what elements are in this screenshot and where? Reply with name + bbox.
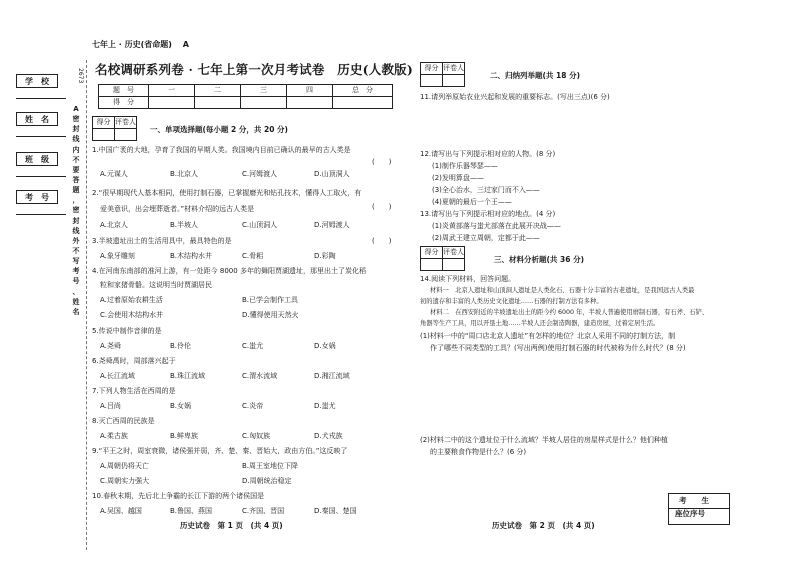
question-14-1: (1)材料一中的“周口店北京人遗址”有怎样的地位？北京人采用不同的打制方法，制 [420,332,676,340]
option: A.过着原始农耕生活 [100,296,163,304]
option: D.女娲 [314,342,336,350]
score-table [98,84,393,109]
material-1: 材料一 北京人遗址和山顶洞人遗址是人类化石、石器十分丰富的古老遗址，是我国远古人类最 [430,287,695,294]
scorer-cell [421,259,443,271]
option: C.山顶洞人 [242,221,278,229]
score-col-header: 三 [241,85,287,97]
option: B.女娲 [170,402,192,410]
page-footer-2: 历史试卷 第 2 页 (共 4 页) [492,521,595,530]
question-6: 6.尧舜禹时，周部落兴起于 [92,357,176,365]
school-field: 学 校 [16,74,58,88]
seat-number-box [668,493,730,525]
score-cell [195,97,241,109]
question-14: 14.阅读下列材料，回答问题。 [420,275,516,283]
score-col-header: 题 号 [99,85,149,97]
option: D.秦国、楚国 [314,507,357,515]
question-3: 3.半坡遗址出土的生活用具中，最具特色的是 [92,237,232,245]
question-2-cont: 爱美意识，出会埋葬逝者。”材料介绍的远古人类是 [100,205,255,213]
option: D.河姆渡人 [314,221,350,229]
option: A.吴国、越国 [100,507,142,515]
option: A.长江流域 [100,372,135,380]
material-1-cont: 初的遗存和丰富的人类历史文化遗址……石器的打制方法有多种。 [420,298,603,305]
class-line [16,176,66,177]
option: D.湘江流域 [314,372,350,380]
exam-no-field: 考 号 [16,190,58,204]
score-col-header: 二 [195,85,241,97]
question-13: 13.请写出与下列提示相对应的地点。(4 分) [420,210,556,218]
option: B.北京人 [170,170,199,178]
scorer-cell [443,75,465,87]
option: C.蚩尤 [242,342,264,350]
option: D.彩陶 [314,252,336,260]
question-14-1-cont: 作了哪些不同类型的工具？(写出两例)使用打制石器的时代被称为什么时代？(8 分) [430,344,686,352]
option: A.柔古族 [100,432,128,440]
option: B.鲁国、燕国 [170,507,213,515]
question-12-item: (2)发明算盘—— [432,174,484,182]
header-label: 七年上 · 历史(省命题) A [92,40,189,49]
seal-text: A 密 封 线 内 不 要 答 题 ， 密 封 线 外 不 写 考 号 、 姓 名 [72,105,80,316]
question-13-item: (1)炎黄部落与蚩尤部落在此展开决战—— [432,222,561,230]
scorer-score-label: 得分 [421,247,443,259]
scorer-grader-label: 评卷人 [115,117,137,129]
seat-label-2: 座位序号 [675,509,705,518]
name-line [16,136,66,137]
option: B.鲜卑族 [170,432,199,440]
exam-title: 名校调研系列卷 · 七年上第一次月考试卷 历史(人教版) [95,62,413,77]
side-code: 2673 [76,68,84,84]
score-cell [149,97,195,109]
school-line [16,98,66,99]
option: D.蚩尤 [314,402,336,410]
option: B.周王室地位下降 [242,462,299,470]
scorer-box [92,116,137,141]
question-9: 9.“平王之时，周室衰微，诸侯强并弱，齐、楚、秦、晋始大，政由方伯。”这反映了 [92,447,348,455]
name-field: 姓 名 [16,112,58,126]
score-cell [287,97,333,109]
question-1: 1.中国广袤的大地，孕育了我国的早期人类。我国境内目前已确认的最早的古人类是 [92,146,351,154]
page-footer-1: 历史试卷 第 1 页 (共 4 页) [180,521,283,530]
answer-paren: ( ) [372,158,392,166]
question-7: 7.下列人物生活在西周的是 [92,387,176,395]
option: A.元谋人 [100,170,128,178]
option: A.象牙雕刻 [100,252,135,260]
scorer-cell [93,129,115,141]
option: C.渭水流域 [242,372,278,380]
score-col-header: 四 [287,85,333,97]
question-13-item: (2)周武王建立周朝，定都于此—— [432,234,540,242]
option: B.木结构水井 [170,252,213,260]
option: B.半坡人 [170,221,199,229]
question-2: 2.“很早期现代人基本相同，使用打制石器，已掌握磨光和钻孔技术，懂得人工取火，有 [92,189,362,197]
scorer-grader-label: 评卷人 [443,63,465,75]
scorer-cell [421,75,443,87]
score-col-header: 一 [149,85,195,97]
question-12-item: (1)制作乐器琴瑟—— [432,162,498,170]
exam-no-line [16,214,66,215]
question-4: 4.在河南东南部的准河上游，有一处距今 8000 多年的舞阳贾湖遗址，那里出土了炭化稻 [92,267,366,275]
question-12-item: (4)夏朝的最后一个王—— [432,198,512,206]
option: C.炎帝 [242,402,264,410]
option: C.匈奴族 [242,432,271,440]
option: D.山顶洞人 [314,170,350,178]
question-14-2-cont: 的主要粮食作物是什么？(6 分) [430,448,527,456]
scorer-score-label: 得分 [93,117,115,129]
score-col-header: 总 分 [333,85,393,97]
question-12-item: (3)全心治水，三过家门而不入—— [432,186,540,194]
question-12: 12.请写出与下列提示相对应的人物。(8 分) [420,150,556,158]
score-cell [333,97,393,109]
section-2-title: 二、归纳列举题(共 18 分) [490,71,581,80]
option: C.周朝实力强大 [100,477,150,485]
material-2: 材料二 在西安附近的半坡遗址出土的距今约 6000 年，半坡人普遍使用磨制石器，有石斧、石铲、 [430,309,709,316]
option: C.河姆渡人 [242,170,278,178]
question-4-cont: 粒和家猪骨骼。这说明当时贾湖居民 [100,281,212,289]
scorer-box [420,246,465,271]
version-label: A [182,40,189,49]
seal-dashed-line [86,60,87,550]
section-1-title: 一、单项选择题(每小题 2 分，共 20 分) [150,125,288,134]
option: A.吕尚 [100,402,121,410]
option: C.齐国、晋国 [242,507,285,515]
scorer-grader-label: 评卷人 [443,247,465,259]
option: B.伶伦 [170,342,192,350]
seat-label-1: 考 生 [679,496,709,505]
option: B.已学会制作工具 [242,296,299,304]
scorer-cell [115,129,137,141]
answer-paren: ( ) [372,237,392,245]
option: D.懂得使用天然火 [242,311,299,319]
option: D.犬戎族 [314,432,343,440]
option: A.北京人 [100,221,128,229]
material-2-cont: 角器等生产工具，用以开垦土地……半坡人还会制造陶器，建造房屋，过着定居生活。 [420,320,660,327]
question-8: 8.灭亡西周的民族是 [92,417,155,425]
scorer-cell [443,259,465,271]
score-row-label: 得 分 [99,97,149,109]
option: C.骨耜 [242,252,264,260]
question-11: 11.请列举原始农业兴起和发展的重要标志。(写出三点)(6 分) [420,93,610,101]
scorer-box [420,62,465,87]
score-cell [241,97,287,109]
option: B.珠江流域 [170,372,206,380]
option: A.尧舜 [100,342,121,350]
class-field: 班 级 [16,152,58,166]
question-14-2: (2)材料二中的这个遗址位于什么流域？半坡人居住的房屋样式是什么？他们种植 [420,436,668,444]
scorer-score-label: 得分 [421,63,443,75]
option: C.会使用木结构水井 [100,311,164,319]
question-5: 5.传说中制作音律的是 [92,327,162,335]
section-3-title: 三、材料分析题(共 36 分) [494,255,585,264]
option: A.周朝仍将天亡 [100,462,149,470]
question-10: 10.春秋末期，先后北上争霸的长江下游的两个诸侯国是 [92,492,265,500]
option: D.周朝统治稳定 [242,477,292,485]
answer-paren: ( ) [372,203,392,211]
